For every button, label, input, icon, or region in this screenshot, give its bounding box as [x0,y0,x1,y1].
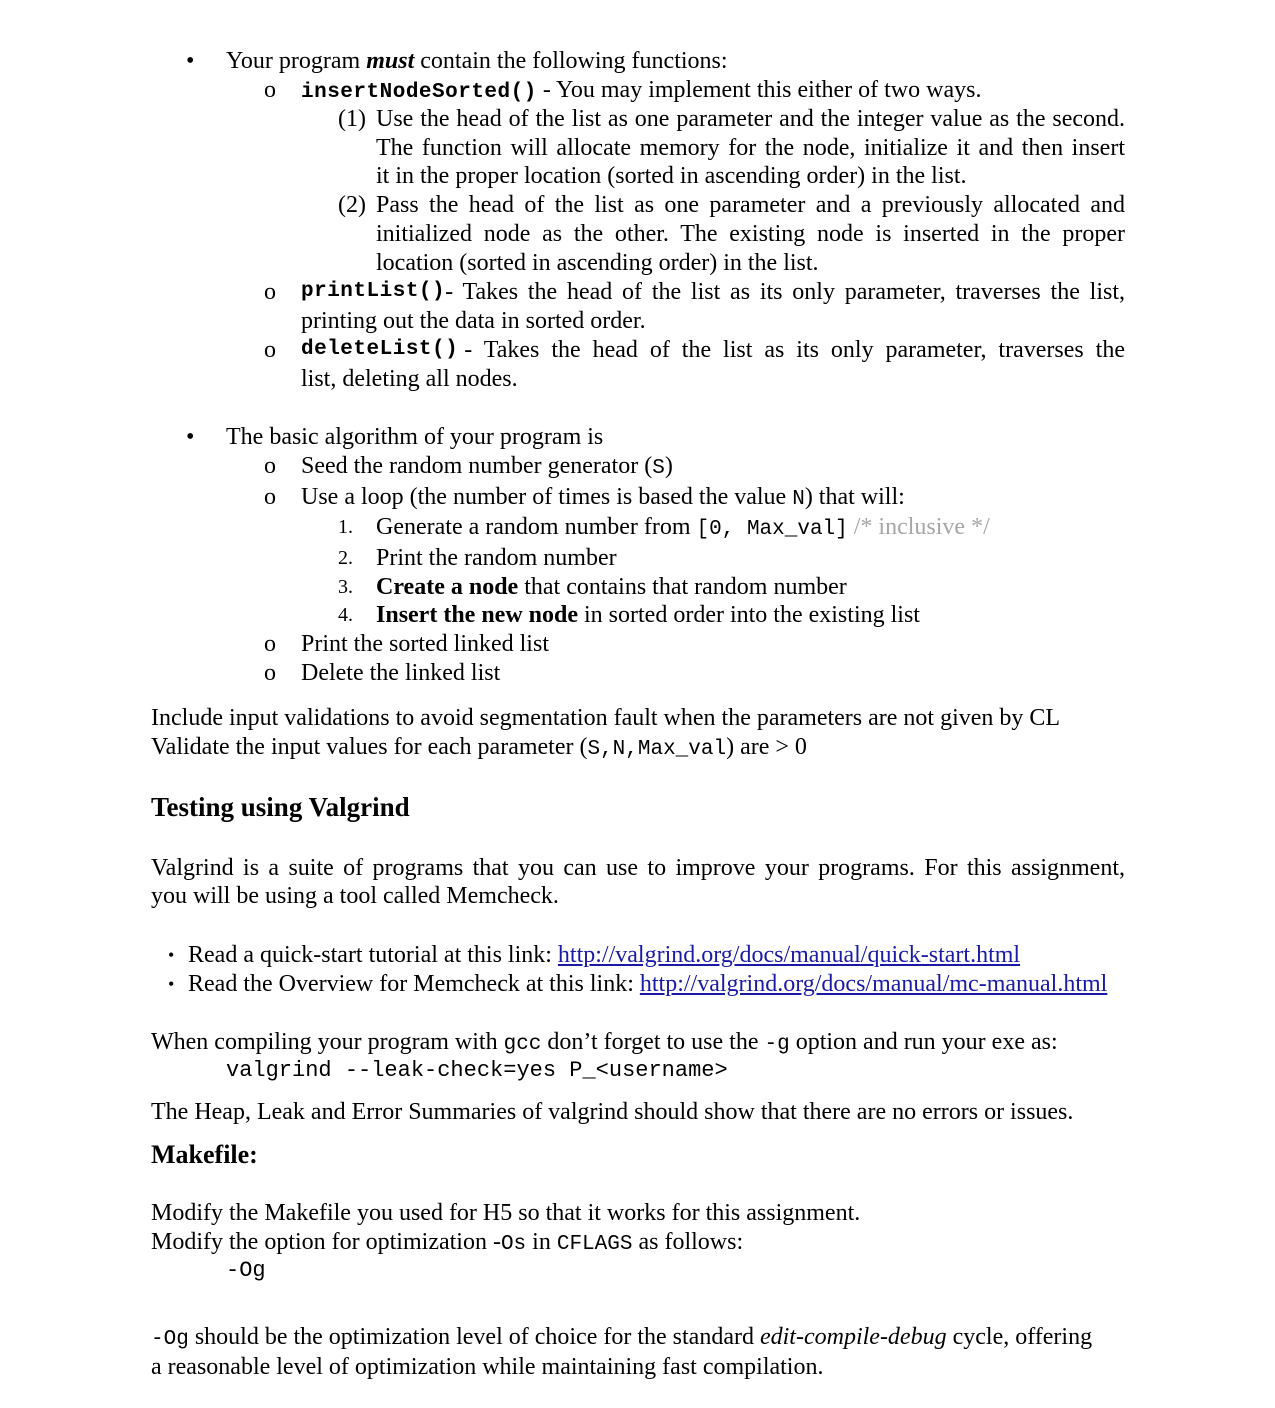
code: Os [500,1233,527,1256]
emphasis: edit-compile-debug [759,1324,947,1350]
print-sorted-step: Print the sorted linked list [301,631,549,657]
valgrind-paragraph-line: Valgrind is a suite of programs that you can use to improve your programs. For this assignment, [151,855,1125,881]
text: that contains that random number [518,574,847,600]
loop-substep: Print the random number [376,545,617,571]
code: -Og [151,1328,189,1351]
code: gcc [503,1033,542,1056]
option-2-line: location (sorted in ascending order) in the list. [376,250,819,276]
text: Generate a random number from [376,514,697,540]
text: Use a loop (the number of times is based the value [301,484,793,510]
text: in sorted order into the existing list [578,602,920,628]
option-number: (1) [338,106,366,132]
loop-substep [376,513,990,544]
valgrind-command: valgrind --leak-check=yes P_<username> [226,1058,728,1083]
text: Your program [226,48,367,74]
text: cycle, offering [946,1324,1093,1350]
functions-intro [226,47,728,75]
option-2-line: Pass the head of the list as one parameter and a previously allocated and [376,192,1125,218]
og-description [151,1323,1125,1354]
compile-instruction [151,1028,1058,1059]
loop-substep [376,573,847,601]
code: S [652,457,665,480]
text: Modify the option for optimization - [151,1229,501,1255]
code: [0, Max_val] [696,518,848,541]
option-number: (2) [338,192,366,218]
validation-line: Include input validations to avoid segmentation fault when the parameters are not given by CL [151,705,1061,731]
loop-substep [376,601,920,629]
step-number: 4. [338,604,353,626]
optimization-flag: -Og [226,1258,266,1283]
code: -g [764,1033,790,1056]
circle-marker: o [264,660,276,686]
bullet-marker: • [186,424,195,450]
code: S,N,Max_val [587,738,727,761]
code: N [792,488,805,511]
text: don’t forget to use the [541,1029,765,1055]
validation-line [151,733,807,764]
text: option and run your exe as: [789,1029,1058,1055]
circle-marker: o [264,484,276,510]
option-1-line: it in the proper location (sorted in ascending order) in the list. [376,163,967,189]
text: - Takes the head of the list as its only parameter, traverses the [464,337,1125,363]
mc-manual-link[interactable]: http://valgrind.org/docs/manual/mc-manual.html [639,971,1108,997]
text: Read the Overview for Memcheck at this link: [188,971,640,997]
function-name: printList() [301,280,446,303]
code: CFLAGS [556,1233,633,1256]
function-name: deleteList() [301,338,459,361]
text: contain the following functions: [414,48,728,74]
circle-marker: o [264,631,276,657]
makefile-line: Modify the Makefile you used for H5 so that it works for this assignment. [151,1200,861,1226]
circle-marker: o [264,453,276,479]
circle-marker: o [264,77,276,103]
text: When compiling your program with [151,1029,504,1055]
text: Validate the input values for each parameter ( [151,734,588,760]
option-2-line: initialized node as the other. The existing node is inserted in the proper [376,221,1125,247]
delete-list-cont: list, deleting all nodes. [301,366,518,392]
makefile-heading: Makefile: [151,1140,258,1169]
step-number: 2. [338,547,353,569]
text: in [526,1229,557,1255]
function-name: insertNodeSorted() [301,81,537,104]
print-list-cont: printing out the data in sorted order. [301,308,646,334]
text: ) [664,453,673,479]
valgrind-paragraph-line: you will be using a tool called Memcheck. [151,883,559,909]
text: Read a quick-start tutorial at this link: [188,942,558,968]
bullet-marker: • [168,974,175,994]
step-number: 3. [338,576,353,598]
print-list-item [301,278,1125,306]
link-item [188,970,1107,998]
circle-marker: o [264,337,276,363]
insert-node-sorted-item [301,76,981,107]
step-number: 1. [338,516,353,538]
text: as follows: [632,1229,744,1255]
delete-list-step: Delete the linked list [301,660,501,686]
og-description-cont: a reasonable level of optimization while maintaining fast compilation. [151,1354,824,1380]
bullet-marker: • [168,945,175,965]
option-1-line: The function will allocate memory for the node, initialize it and then insert [376,135,1125,161]
valgrind-heading: Testing using Valgrind [151,792,410,822]
bold-text: Create a node [376,574,519,600]
text: - You may implement this either of two ways. [536,77,982,103]
seed-step [301,452,673,483]
comment: /* inclusive */ [847,514,990,540]
quick-start-link[interactable]: http://valgrind.org/docs/manual/quick-start.html [557,942,1021,968]
loop-step [301,483,905,514]
summary-line: The Heap, Leak and Error Summaries of valgrind should show that there are no errors or issues. [151,1099,1074,1125]
algorithm-intro: The basic algorithm of your program is [226,424,604,450]
text: ) are > 0 [726,734,807,760]
text: Seed the random number generator ( [301,453,653,479]
makefile-line [151,1228,743,1259]
option-1-line: Use the head of the list as one parameter and the integer value as the second. [376,106,1125,132]
text: - Takes the head of the list as its only parameter, traverses the list, [445,279,1125,305]
text: ) that will: [804,484,905,510]
circle-marker: o [264,279,276,305]
bold-text: Insert the new node [376,602,578,628]
bullet-marker: • [186,48,195,74]
link-item [188,941,1020,969]
emphasis: must [366,48,415,74]
text: should be the optimization level of choice for the standard [188,1324,760,1350]
delete-list-item [301,336,1125,364]
